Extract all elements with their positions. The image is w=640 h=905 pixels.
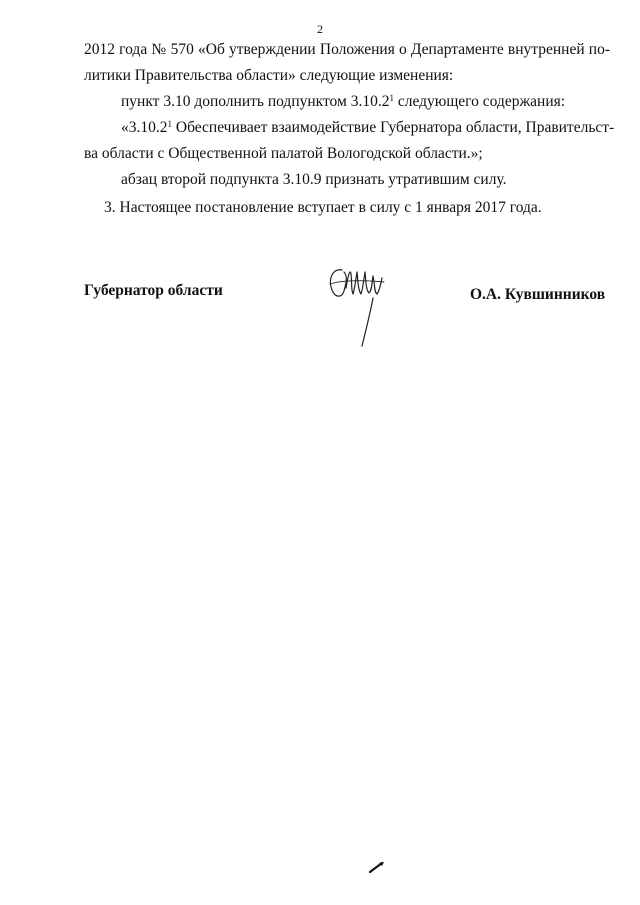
body-line-4	[121, 118, 615, 138]
body-line-7: 3. Настоящее постановление вступает в силу с 1 января 2017 года.	[104, 199, 542, 216]
superscript: 1	[389, 93, 394, 103]
body-line-3-tail: следующего содержания:	[393, 93, 566, 110]
body-line-3	[121, 92, 565, 112]
handwritten-signature	[322, 258, 392, 350]
body-line-1: 2012 года № 570 «Об утверждении Положения о Департаменте внутренней по-	[84, 41, 610, 58]
signatory-name: О.А. Кувшинников	[470, 286, 606, 303]
body-line-4-tail: Обеспечивает взаимодействие Губернатора области, Правительст-	[172, 119, 615, 136]
body-line-5: ва области с Общественной палатой Вологодской области.»;	[84, 145, 483, 162]
body-line-6: абзац второй подпункта 3.10.9 признать утратившим силу.	[121, 171, 507, 188]
signatory-title: Губернатор области	[84, 282, 223, 299]
body-line-3-text: пункт 3.10 дополнить подпунктом 3.10.2	[121, 93, 390, 110]
pen-mark-icon	[368, 860, 386, 874]
superscript: 1	[167, 119, 172, 129]
body-line-2: литики Правительства области» следующие изменения:	[84, 67, 454, 84]
body-line-4-text: «3.10.2	[121, 119, 168, 136]
page-number: 2	[317, 22, 323, 36]
